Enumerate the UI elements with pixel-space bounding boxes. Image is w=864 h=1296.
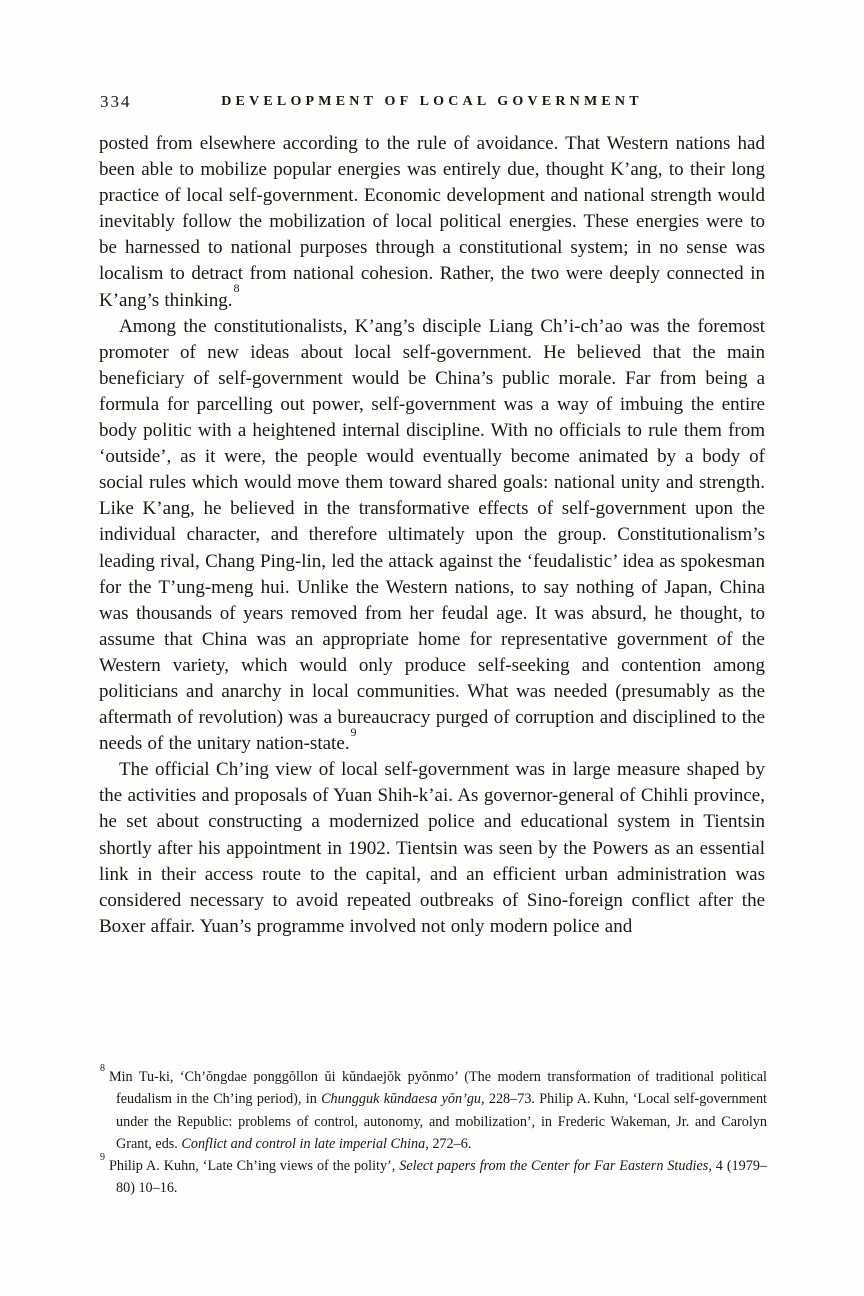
paragraph-2-text: Among the constitutionalists, K’ang’s disciple Liang Ch’i-ch’ao was the foremost promoter of new ideas about local self-government. He believed that the main beneficiary of self-government would be China’s public morale. Far from being a formula for parcelling out power, self-government was a way of imbuing the entire body politic with a heightened internal discipline. With no officials to rule them from ‘outside’, as it were, the people would eventually become animated by a body of social rules which would move them toward shared goals: national unity and strength. Like K’ang, he believed in the transformative effects of self-government upon the individual character, and therefore ultimately upon the group. Constitutionalism’s leading rival, Chang Ping-lin, led the attack against the ‘feudalistic’ idea as spokesman for the T’ung-meng hui. Unlike the Western nations, to say nothing of Japan, China was thousands of years removed from her feudal age. It was absurd, he thought, to assume that China was an appropriate home for representative government of the Western variety, which would only produce self-seeking and contention among politicians and anarchy in local communities. What was needed (presumably as the aftermath of revolution) was a bureaucracy purged of corruption and disciplined to the needs of the unitary nation-state. — [99, 315, 765, 755]
footnote-8 — [100, 1063, 768, 1155]
footnote-reference-9: 9 — [350, 724, 357, 739]
footnote-8-title-2: Conflict and control in late imperial China — [181, 1135, 426, 1152]
paragraph-1 — [99, 131, 765, 314]
paragraph-1-text: posted from elsewhere according to the rule of avoidance. That Western nations had been able to mobilize popular energies was entirely due, thought K’ang, to their long practice of local self-government. Economic development and national strength would inevitably follow the mobilization of local political energies. These energies were to be harnessed to national purposes through a constitutional system; in no sense was localism to detract from national cohesion. Rather, the two were deeply connected in K’ang’s thinking. — [99, 133, 765, 311]
body-text — [99, 131, 765, 940]
footnote-8-text-3: , 272–6. — [425, 1135, 472, 1152]
running-head: DEVELOPMENT OF LOCAL GOVERNMENT — [221, 94, 643, 109]
footnote-9-marker: 9 — [100, 1152, 105, 1164]
page-number: 334 — [100, 92, 132, 111]
footnote-8-text: Min Tu-ki, ‘Ch’ŏngdae ponggŏllon ŭi kŭndaejŏk pyŏnmo’ (The modern transformation of traditional political feudalism in the Ch’ing period), in — [109, 1069, 767, 1108]
footnote-9-text-2: , 4 (1979–80) 10–16. — [116, 1158, 768, 1197]
paragraph-3-text: The official Ch’ing view of local self-government was in large measure shaped by the activities and proposals of Yuan Shih-k’ai. As governor-general of Chihli province, he set about constructing a modernized police and educational system in Tientsin shortly after his appointment in 1902. Tientsin was seen by the Powers as an essential link in their access route to the capital, and an efficient urban administration was considered necessary to avoid repeated outbreaks of Sino-foreign conflict after the Boxer affair. Yuan’s programme involved not only modern police and — [99, 759, 765, 937]
footnote-8-title-1: Chungguk kŭndaesa yŏn’gu — [321, 1091, 482, 1108]
paragraph-2 — [99, 314, 765, 758]
footnotes-section — [100, 1063, 768, 1200]
paragraph-3 — [99, 757, 765, 940]
footnote-9 — [100, 1152, 768, 1200]
page-header — [99, 92, 765, 112]
footnote-9-title: Select papers from the Center for Far Eastern Studies — [399, 1158, 709, 1175]
footnote-9-text: Philip A. Kuhn, ‘Late Ch’ing views of the polity’, — [109, 1158, 400, 1175]
footnote-8-marker: 8 — [100, 1063, 105, 1075]
footnote-reference-8: 8 — [233, 281, 240, 296]
footnote-8-text-2: , 228–73. Philip A. Kuhn, ‘Local self-government under the Republic: problems of control, autonomy, and mobilization’, in Frederic Wakeman, Jr. and Carolyn Grant, eds. — [116, 1091, 768, 1152]
